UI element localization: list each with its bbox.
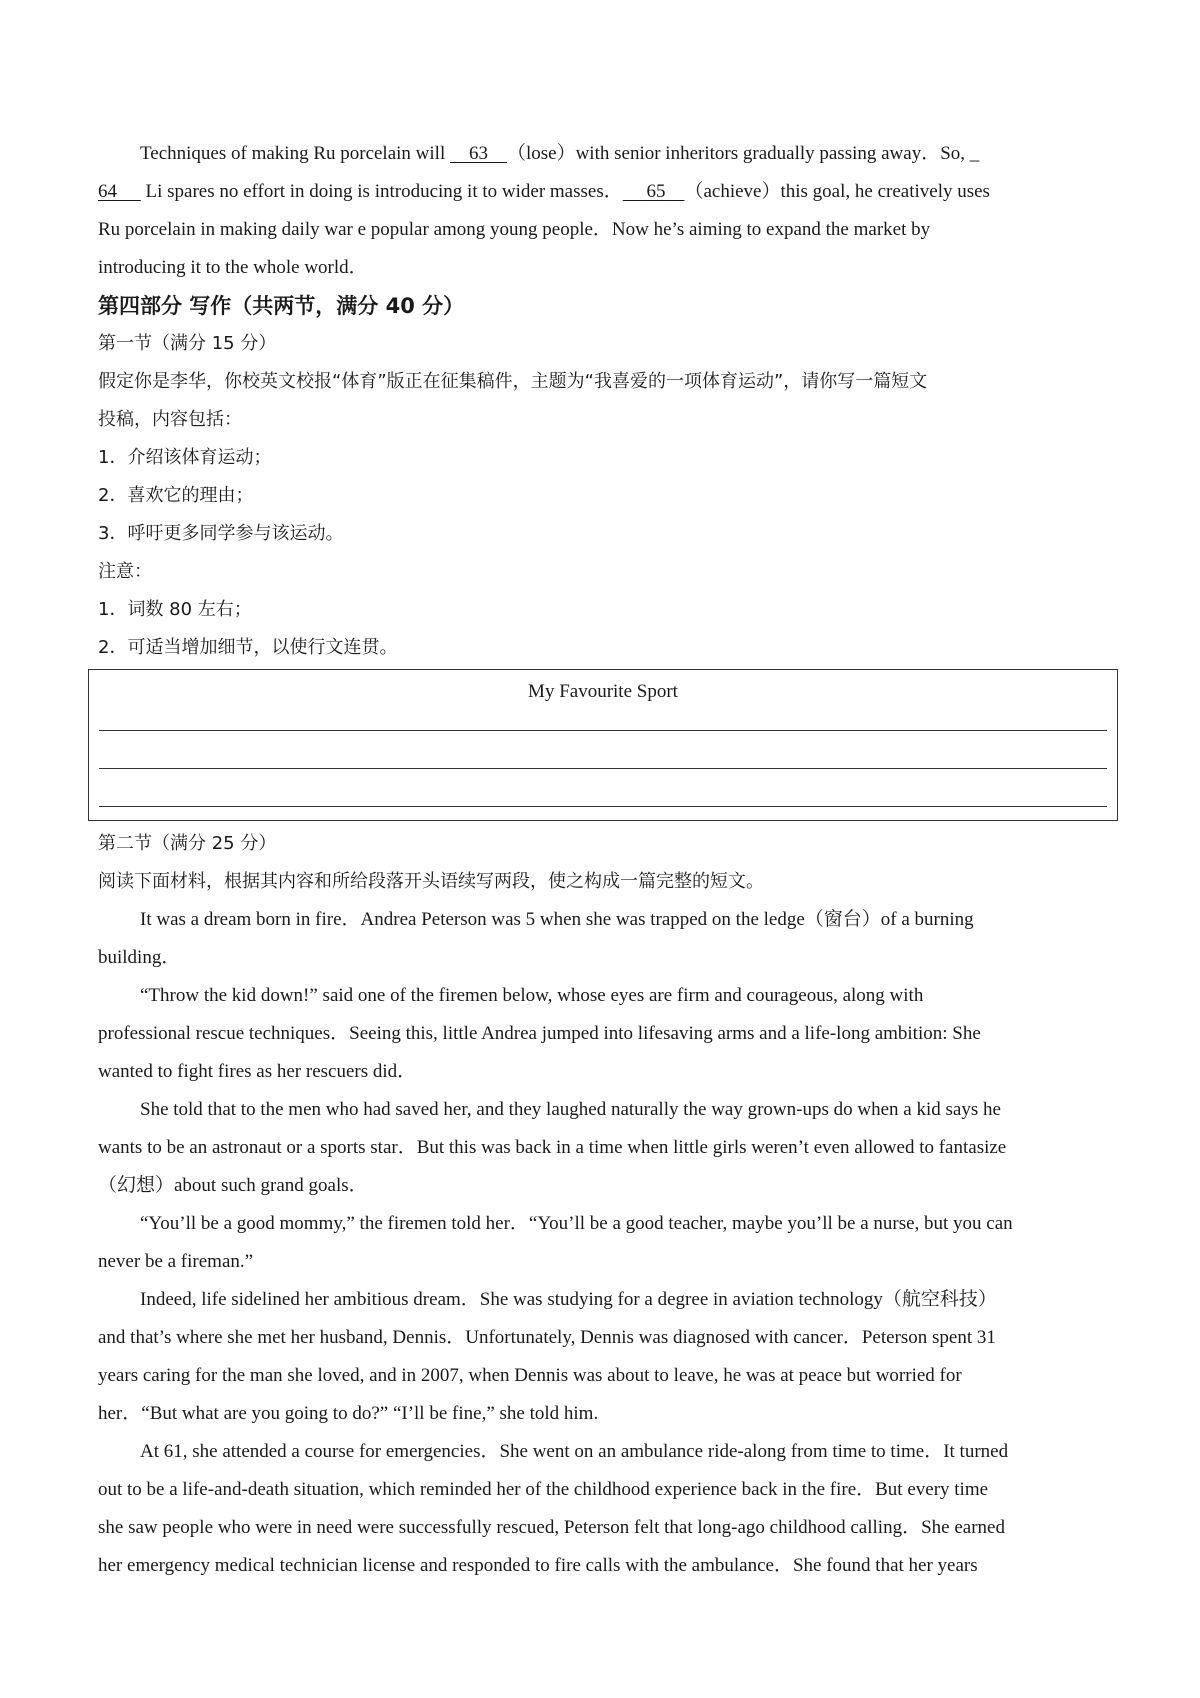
text-run: （lose）with senior inheritors gradually passing away．So, _: [506, 143, 980, 164]
answer-line[interactable]: [99, 730, 1107, 731]
story-p2-line-1: “Throw the kid down!” said one of the firemen below, whose eyes are firm and courageous, along with: [140, 985, 924, 1006]
note-label: 注意：: [98, 561, 152, 582]
story-p6-line-1: At 61, she attended a course for emergencies．She went on an ambulance ride-along from time to time．It turned: [140, 1441, 1009, 1462]
story-p6-line-3: she saw people who were in need were successfully rescued, Peterson felt that long-ago childhood calling．She earned: [98, 1517, 1005, 1538]
story-p5-line-2: and that’s where she met her husband, Dennis．Unfortunately, Dennis was diagnosed with cancer．Peterson spent 31: [98, 1327, 996, 1348]
prompt-line-1: 假定你是李华，你校英文校报“体育”版正在征集稿件，主题为“我喜爱的一项体育运动”，请你写一篇短文: [98, 371, 928, 392]
section2-instruction: 阅读下面材料，根据其内容和所给段落开头语续写两段，使之构成一篇完整的短文。: [98, 871, 764, 892]
story-p6-line-2: out to be a life-and-death situation, which reminded her of the childhood experience back in the fire．But every time: [98, 1479, 989, 1500]
passage-line-3: Ru porcelain in making daily war e popular among young people．Now he’s aiming to expand the market by: [98, 219, 931, 240]
blank-64: [98, 173, 141, 211]
answer-line[interactable]: [99, 768, 1107, 769]
story-p2-line-3: wanted to fight fires as her rescuers did．: [98, 1061, 417, 1082]
blank-number: 63: [468, 143, 488, 164]
writing-box: [88, 669, 1118, 821]
blank-number: 65: [646, 181, 666, 202]
answer-line[interactable]: [99, 806, 1107, 807]
story-p3-line-2: wants to be an astronaut or a sports star．But this was back in a time when little girls weren’t even allowed to fantasize: [98, 1137, 1007, 1158]
note-item-1: 1．词数 80 左右；: [98, 599, 252, 620]
passage-line-4: introducing it to the whole world．: [98, 257, 368, 278]
part4-heading: 第四部分 写作（共两节，满分 40 分）: [98, 294, 465, 318]
story-p5-line-3: years caring for the man she loved, and in 2007, when Dennis was about to leave, he was at peace but worried for: [98, 1365, 962, 1386]
story-p4-line-1: “You’ll be a good mommy,” the firemen told her．“You’ll be a good teacher, maybe you’ll be a nurse, but you can: [140, 1213, 1013, 1234]
blank-65: [623, 173, 685, 211]
blank-63: [450, 135, 507, 173]
writing-box-title: My Favourite Sport: [528, 681, 678, 702]
story-p5-line-4: her．“But what are you going to do?” “I’ll be fine,” she told him.: [98, 1403, 599, 1424]
story-p2-line-2: professional rescue techniques．Seeing this, little Andrea jumped into lifesaving arms and a life-long ambition: She: [98, 1023, 981, 1044]
content-item-3: 3．呼吁更多同学参与该运动。: [98, 523, 344, 544]
note-item-2: 2．可适当增加细节，以使行文连贯。: [98, 637, 398, 658]
story-p6-line-4: her emergency medical technician license and responded to fire calls with the ambulance．She found that her years: [98, 1555, 978, 1576]
text-run: Li spares no effort in doing is introducing it to wider masses．: [140, 181, 623, 202]
text-run: （achieve）this goal, he creatively uses: [684, 181, 990, 202]
blank-number: 64: [98, 181, 117, 202]
section1-title: 第一节（满分 15 分）: [98, 333, 277, 354]
content-item-2: 2．喜欢它的理由；: [98, 485, 254, 506]
content-item-1: 1．介绍该体育运动；: [98, 447, 272, 468]
passage-line-2: [98, 173, 1110, 211]
story-p1-line-1: It was a dream born in fire．Andrea Peterson was 5 when she was trapped on the ledge（窗台）of a burning: [140, 909, 974, 930]
story-p1-line-2: building．: [98, 947, 181, 968]
section2-title: 第二节（满分 25 分）: [98, 833, 277, 854]
prompt-line-2: 投稿，内容包括：: [98, 409, 242, 430]
passage-line-1: [98, 135, 1110, 173]
page-content: [98, 135, 1110, 1585]
story-p3-line-3: （幻想）about such grand goals．: [98, 1175, 368, 1196]
story-p5-line-1: Indeed, life sidelined her ambitious dream．She was studying for a degree in aviation technology（航空科技）: [140, 1289, 997, 1310]
story-p3-line-1: She told that to the men who had saved her, and they laughed naturally the way grown-ups do when a kid says he: [140, 1099, 1001, 1120]
text-run: Techniques of making Ru porcelain will: [140, 143, 450, 164]
story-p4-line-2: never be a fireman.”: [98, 1251, 254, 1272]
